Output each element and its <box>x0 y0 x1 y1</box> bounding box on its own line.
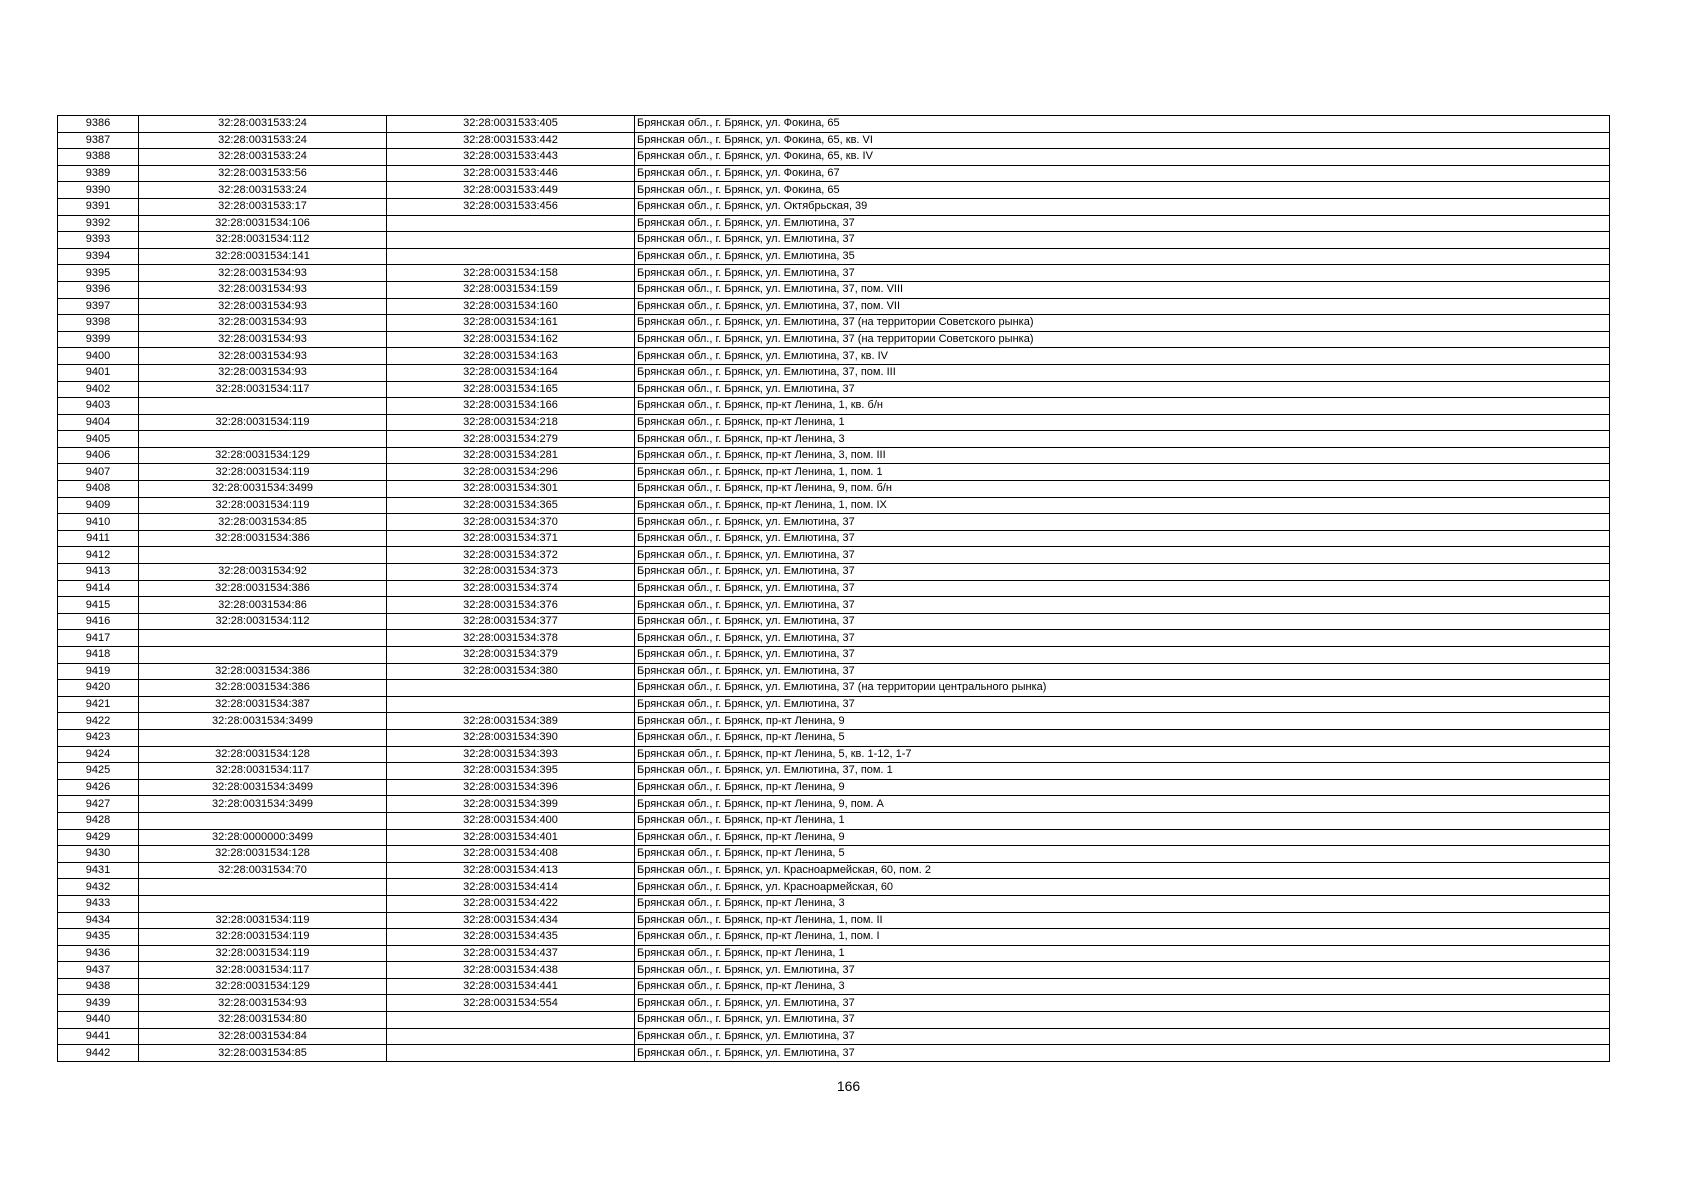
property-registry-table-container <box>57 115 1609 1062</box>
cadastral-number-cell: 32:28:0031534:393 <box>387 746 635 763</box>
address-cell: Брянская обл., г. Брянск, ул. Емлютина, 37 <box>635 1028 1610 1045</box>
address-cell: Брянская обл., г. Брянск, пр-кт Ленина, 9 <box>635 713 1610 730</box>
address-cell: Брянская обл., г. Брянск, пр-кт Ленина, 5 <box>635 729 1610 746</box>
address-cell: Брянская обл., г. Брянск, пр-кт Ленина, 9, пом. б/н <box>635 481 1610 498</box>
row-number-cell: 9424 <box>58 746 139 763</box>
cadastral-number-cell: 32:28:0031534:378 <box>387 630 635 647</box>
address-cell: Брянская обл., г. Брянск, пр-кт Ленина, 1, пом. 1 <box>635 464 1610 481</box>
cadastral-number-cell <box>387 1028 635 1045</box>
table-row <box>58 464 1610 481</box>
parent-cadastral-number-cell: 32:28:0031534:386 <box>139 680 387 697</box>
parent-cadastral-number-cell <box>139 630 387 647</box>
cadastral-number-cell: 32:28:0031533:442 <box>387 132 635 149</box>
row-number-cell: 9428 <box>58 812 139 829</box>
parent-cadastral-number-cell: 32:28:0031534:129 <box>139 978 387 995</box>
row-number-cell: 9437 <box>58 962 139 979</box>
parent-cadastral-number-cell: 32:28:0031534:80 <box>139 1012 387 1029</box>
row-number-cell: 9403 <box>58 398 139 415</box>
cadastral-number-cell: 32:28:0031534:401 <box>387 829 635 846</box>
table-row <box>58 929 1610 946</box>
parent-cadastral-number-cell: 32:28:0031534:84 <box>139 1028 387 1045</box>
table-row <box>58 530 1610 547</box>
row-number-cell: 9386 <box>58 116 139 133</box>
table-row <box>58 1012 1610 1029</box>
address-cell: Брянская обл., г. Брянск, ул. Емлютина, 37 <box>635 564 1610 581</box>
address-cell: Брянская обл., г. Брянск, ул. Емлютина, 37 (на территории Советского рынка) <box>635 331 1610 348</box>
parent-cadastral-number-cell: 32:28:0031534:119 <box>139 912 387 929</box>
table-row <box>58 763 1610 780</box>
cadastral-number-cell: 32:28:0031534:370 <box>387 514 635 531</box>
address-cell: Брянская обл., г. Брянск, пр-кт Ленина, 1, пом. I <box>635 929 1610 946</box>
row-number-cell: 9392 <box>58 215 139 232</box>
cadastral-number-cell: 32:28:0031534:389 <box>387 713 635 730</box>
row-number-cell: 9441 <box>58 1028 139 1045</box>
parent-cadastral-number-cell: 32:28:0031534:119 <box>139 497 387 514</box>
address-cell: Брянская обл., г. Брянск, ул. Емлютина, 37 <box>635 613 1610 630</box>
cadastral-number-cell: 32:28:0031533:456 <box>387 198 635 215</box>
cadastral-number-cell: 32:28:0031534:438 <box>387 962 635 979</box>
address-cell: Брянская обл., г. Брянск, ул. Емлютина, 37, кв. IV <box>635 348 1610 365</box>
table-row <box>58 265 1610 282</box>
table-row <box>58 729 1610 746</box>
row-number-cell: 9435 <box>58 929 139 946</box>
row-number-cell: 9398 <box>58 315 139 332</box>
cadastral-number-cell: 32:28:0031533:449 <box>387 182 635 199</box>
parent-cadastral-number-cell: 32:28:0031534:117 <box>139 962 387 979</box>
parent-cadastral-number-cell: 32:28:0031533:17 <box>139 198 387 215</box>
row-number-cell: 9416 <box>58 613 139 630</box>
address-cell: Брянская обл., г. Брянск, ул. Емлютина, 37 <box>635 1045 1610 1062</box>
address-cell: Брянская обл., г. Брянск, пр-кт Ленина, 1, кв. б/н <box>635 398 1610 415</box>
parent-cadastral-number-cell <box>139 398 387 415</box>
row-number-cell: 9387 <box>58 132 139 149</box>
row-number-cell: 9400 <box>58 348 139 365</box>
row-number-cell: 9417 <box>58 630 139 647</box>
address-cell: Брянская обл., г. Брянск, пр-кт Ленина, 1, пом. IX <box>635 497 1610 514</box>
property-registry-table <box>57 115 1610 1062</box>
parent-cadastral-number-cell: 32:28:0031534:386 <box>139 580 387 597</box>
address-cell: Брянская обл., г. Брянск, ул. Красноармейская, 60, пом. 2 <box>635 862 1610 879</box>
table-row <box>58 232 1610 249</box>
cadastral-number-cell: 32:28:0031534:163 <box>387 348 635 365</box>
table-row <box>58 597 1610 614</box>
cadastral-number-cell: 32:28:0031534:390 <box>387 729 635 746</box>
address-cell: Брянская обл., г. Брянск, ул. Емлютина, 37, пом. III <box>635 364 1610 381</box>
page-number: 166 <box>836 1078 861 1094</box>
table-row <box>58 945 1610 962</box>
address-cell: Брянская обл., г. Брянск, пр-кт Ленина, 1, пом. II <box>635 912 1610 929</box>
address-cell: Брянская обл., г. Брянск, ул. Емлютина, 37 <box>635 962 1610 979</box>
address-cell: Брянская обл., г. Брянск, ул. Емлютина, 37 <box>635 663 1610 680</box>
row-number-cell: 9396 <box>58 281 139 298</box>
row-number-cell: 9418 <box>58 647 139 664</box>
cadastral-number-cell: 32:28:0031534:408 <box>387 846 635 863</box>
row-number-cell: 9414 <box>58 580 139 597</box>
parent-cadastral-number-cell: 32:28:0031534:85 <box>139 1045 387 1062</box>
address-cell: Брянская обл., г. Брянск, ул. Емлютина, 37 <box>635 696 1610 713</box>
row-number-cell: 9430 <box>58 846 139 863</box>
parent-cadastral-number-cell: 32:28:0031534:93 <box>139 281 387 298</box>
parent-cadastral-number-cell: 32:28:0031534:386 <box>139 663 387 680</box>
table-row <box>58 132 1610 149</box>
row-number-cell: 9429 <box>58 829 139 846</box>
row-number-cell: 9405 <box>58 431 139 448</box>
table-row <box>58 398 1610 415</box>
table-row <box>58 116 1610 133</box>
parent-cadastral-number-cell: 32:28:0031534:387 <box>139 696 387 713</box>
row-number-cell: 9391 <box>58 198 139 215</box>
row-number-cell: 9408 <box>58 481 139 498</box>
cadastral-number-cell: 32:28:0031534:413 <box>387 862 635 879</box>
table-row <box>58 1028 1610 1045</box>
cadastral-number-cell: 32:28:0031534:374 <box>387 580 635 597</box>
cadastral-number-cell: 32:28:0031534:371 <box>387 530 635 547</box>
parent-cadastral-number-cell: 32:28:0031534:117 <box>139 763 387 780</box>
row-number-cell: 9440 <box>58 1012 139 1029</box>
address-cell: Брянская обл., г. Брянск, ул. Красноармейская, 60 <box>635 879 1610 896</box>
table-row <box>58 663 1610 680</box>
row-number-cell: 9425 <box>58 763 139 780</box>
table-row <box>58 962 1610 979</box>
row-number-cell: 9426 <box>58 779 139 796</box>
cadastral-number-cell: 32:28:0031533:443 <box>387 149 635 166</box>
parent-cadastral-number-cell: 32:28:0031533:24 <box>139 116 387 133</box>
table-row <box>58 481 1610 498</box>
address-cell: Брянская обл., г. Брянск, ул. Емлютина, 37 <box>635 1012 1610 1029</box>
cadastral-number-cell: 32:28:0031534:396 <box>387 779 635 796</box>
address-cell: Брянская обл., г. Брянск, ул. Фокина, 67 <box>635 165 1610 182</box>
table-row <box>58 431 1610 448</box>
table-row <box>58 812 1610 829</box>
parent-cadastral-number-cell: 32:28:0031534:106 <box>139 215 387 232</box>
parent-cadastral-number-cell: 32:28:0031534:119 <box>139 464 387 481</box>
parent-cadastral-number-cell: 32:28:0031534:93 <box>139 315 387 332</box>
cadastral-number-cell: 32:28:0031534:301 <box>387 481 635 498</box>
cadastral-number-cell: 32:28:0031534:373 <box>387 564 635 581</box>
address-cell: Брянская обл., г. Брянск, ул. Емлютина, 37 <box>635 215 1610 232</box>
parent-cadastral-number-cell: 32:28:0031534:128 <box>139 746 387 763</box>
parent-cadastral-number-cell: 32:28:0031534:3499 <box>139 713 387 730</box>
row-number-cell: 9431 <box>58 862 139 879</box>
parent-cadastral-number-cell: 32:28:0031533:24 <box>139 132 387 149</box>
row-number-cell: 9404 <box>58 414 139 431</box>
cadastral-number-cell: 32:28:0031534:399 <box>387 796 635 813</box>
table-row <box>58 248 1610 265</box>
cadastral-number-cell: 32:28:0031533:446 <box>387 165 635 182</box>
cadastral-number-cell: 32:28:0031534:395 <box>387 763 635 780</box>
table-row <box>58 1045 1610 1062</box>
table-row <box>58 746 1610 763</box>
table-row <box>58 647 1610 664</box>
address-cell: Брянская обл., г. Брянск, пр-кт Ленина, 9, пом. А <box>635 796 1610 813</box>
address-cell: Брянская обл., г. Брянск, пр-кт Ленина, 9 <box>635 779 1610 796</box>
row-number-cell: 9399 <box>58 331 139 348</box>
address-cell: Брянская обл., г. Брянск, пр-кт Ленина, 9 <box>635 829 1610 846</box>
parent-cadastral-number-cell <box>139 547 387 564</box>
address-cell: Брянская обл., г. Брянск, ул. Фокина, 65, кв. VI <box>635 132 1610 149</box>
address-cell: Брянская обл., г. Брянск, ул. Емлютина, 37 <box>635 232 1610 249</box>
parent-cadastral-number-cell <box>139 812 387 829</box>
table-row <box>58 315 1610 332</box>
address-cell: Брянская обл., г. Брянск, пр-кт Ленина, 5 <box>635 846 1610 863</box>
parent-cadastral-number-cell: 32:28:0031534:93 <box>139 298 387 315</box>
parent-cadastral-number-cell: 32:28:0031534:93 <box>139 331 387 348</box>
cadastral-number-cell: 32:28:0031534:281 <box>387 447 635 464</box>
address-cell: Брянская обл., г. Брянск, пр-кт Ленина, 1 <box>635 414 1610 431</box>
table-row <box>58 331 1610 348</box>
cadastral-number-cell: 32:28:0031534:377 <box>387 613 635 630</box>
address-cell: Брянская обл., г. Брянск, ул. Емлютина, 37, пом. 1 <box>635 763 1610 780</box>
parent-cadastral-number-cell <box>139 895 387 912</box>
parent-cadastral-number-cell: 32:28:0031534:112 <box>139 613 387 630</box>
cadastral-number-cell: 32:28:0031534:296 <box>387 464 635 481</box>
row-number-cell: 9434 <box>58 912 139 929</box>
row-number-cell: 9439 <box>58 995 139 1012</box>
table-row <box>58 613 1610 630</box>
parent-cadastral-number-cell <box>139 879 387 896</box>
address-cell: Брянская обл., г. Брянск, ул. Емлютина, 37 <box>635 580 1610 597</box>
parent-cadastral-number-cell: 32:28:0000000:3499 <box>139 829 387 846</box>
address-cell: Брянская обл., г. Брянск, ул. Емлютина, 37 <box>635 995 1610 1012</box>
row-number-cell: 9432 <box>58 879 139 896</box>
parent-cadastral-number-cell: 32:28:0031534:93 <box>139 265 387 282</box>
cadastral-number-cell <box>387 696 635 713</box>
cadastral-number-cell: 32:28:0031534:279 <box>387 431 635 448</box>
parent-cadastral-number-cell <box>139 647 387 664</box>
row-number-cell: 9397 <box>58 298 139 315</box>
table-row <box>58 879 1610 896</box>
table-body <box>58 116 1610 1062</box>
row-number-cell: 9389 <box>58 165 139 182</box>
row-number-cell: 9420 <box>58 680 139 697</box>
row-number-cell: 9411 <box>58 530 139 547</box>
address-cell: Брянская обл., г. Брянск, пр-кт Ленина, 1 <box>635 945 1610 962</box>
cadastral-number-cell <box>387 232 635 249</box>
cadastral-number-cell: 32:28:0031534:376 <box>387 597 635 614</box>
address-cell: Брянская обл., г. Брянск, ул. Фокина, 65, кв. IV <box>635 149 1610 166</box>
row-number-cell: 9407 <box>58 464 139 481</box>
row-number-cell: 9412 <box>58 547 139 564</box>
parent-cadastral-number-cell: 32:28:0031534:119 <box>139 929 387 946</box>
table-row <box>58 796 1610 813</box>
address-cell: Брянская обл., г. Брянск, ул. Емлютина, 37 <box>635 530 1610 547</box>
table-row <box>58 149 1610 166</box>
table-row <box>58 580 1610 597</box>
table-row <box>58 165 1610 182</box>
address-cell: Брянская обл., г. Брянск, пр-кт Ленина, 5, кв. 1-12, 1-7 <box>635 746 1610 763</box>
row-number-cell: 9388 <box>58 149 139 166</box>
table-row <box>58 298 1610 315</box>
address-cell: Брянская обл., г. Брянск, ул. Емлютина, 37, пом. VIII <box>635 281 1610 298</box>
cadastral-number-cell <box>387 680 635 697</box>
row-number-cell: 9410 <box>58 514 139 531</box>
cadastral-number-cell: 32:28:0031534:165 <box>387 381 635 398</box>
table-row <box>58 829 1610 846</box>
cadastral-number-cell: 32:28:0031534:441 <box>387 978 635 995</box>
table-row <box>58 713 1610 730</box>
parent-cadastral-number-cell <box>139 431 387 448</box>
table-row <box>58 978 1610 995</box>
table-row <box>58 547 1610 564</box>
address-cell: Брянская обл., г. Брянск, ул. Емлютина, 37 (на территории центрального рынка) <box>635 680 1610 697</box>
table-row <box>58 696 1610 713</box>
parent-cadastral-number-cell: 32:28:0031533:24 <box>139 182 387 199</box>
row-number-cell: 9402 <box>58 381 139 398</box>
row-number-cell: 9401 <box>58 364 139 381</box>
table-row <box>58 846 1610 863</box>
address-cell: Брянская обл., г. Брянск, пр-кт Ленина, 3 <box>635 431 1610 448</box>
cadastral-number-cell <box>387 1045 635 1062</box>
cadastral-number-cell: 32:28:0031534:400 <box>387 812 635 829</box>
cadastral-number-cell: 32:28:0031534:162 <box>387 331 635 348</box>
row-number-cell: 9442 <box>58 1045 139 1062</box>
row-number-cell: 9419 <box>58 663 139 680</box>
table-row <box>58 381 1610 398</box>
cadastral-number-cell: 32:28:0031534:159 <box>387 281 635 298</box>
cadastral-number-cell: 32:28:0031534:164 <box>387 364 635 381</box>
parent-cadastral-number-cell <box>139 729 387 746</box>
row-number-cell: 9438 <box>58 978 139 995</box>
cadastral-number-cell: 32:28:0031534:161 <box>387 315 635 332</box>
cadastral-number-cell: 32:28:0031534:379 <box>387 647 635 664</box>
parent-cadastral-number-cell: 32:28:0031534:129 <box>139 447 387 464</box>
address-cell: Брянская обл., г. Брянск, ул. Фокина, 65 <box>635 182 1610 199</box>
address-cell: Брянская обл., г. Брянск, ул. Емлютина, 37 <box>635 381 1610 398</box>
cadastral-number-cell: 32:28:0031534:365 <box>387 497 635 514</box>
row-number-cell: 9433 <box>58 895 139 912</box>
table-row <box>58 414 1610 431</box>
parent-cadastral-number-cell: 32:28:0031534:92 <box>139 564 387 581</box>
table-row <box>58 995 1610 1012</box>
table-row <box>58 348 1610 365</box>
address-cell: Брянская обл., г. Брянск, ул. Емлютина, 35 <box>635 248 1610 265</box>
row-number-cell: 9413 <box>58 564 139 581</box>
row-number-cell: 9406 <box>58 447 139 464</box>
parent-cadastral-number-cell: 32:28:0031534:141 <box>139 248 387 265</box>
table-row <box>58 630 1610 647</box>
parent-cadastral-number-cell: 32:28:0031534:3499 <box>139 481 387 498</box>
table-row <box>58 564 1610 581</box>
parent-cadastral-number-cell: 32:28:0031534:93 <box>139 995 387 1012</box>
parent-cadastral-number-cell: 32:28:0031534:93 <box>139 348 387 365</box>
parent-cadastral-number-cell: 32:28:0031534:86 <box>139 597 387 614</box>
table-row <box>58 364 1610 381</box>
address-cell: Брянская обл., г. Брянск, ул. Емлютина, 37 <box>635 514 1610 531</box>
cadastral-number-cell: 32:28:0031534:435 <box>387 929 635 946</box>
table-row <box>58 514 1610 531</box>
parent-cadastral-number-cell: 32:28:0031534:117 <box>139 381 387 398</box>
row-number-cell: 9394 <box>58 248 139 265</box>
address-cell: Брянская обл., г. Брянск, ул. Емлютина, 37 <box>635 265 1610 282</box>
cadastral-number-cell: 32:28:0031534:380 <box>387 663 635 680</box>
parent-cadastral-number-cell: 32:28:0031534:112 <box>139 232 387 249</box>
row-number-cell: 9422 <box>58 713 139 730</box>
row-number-cell: 9427 <box>58 796 139 813</box>
parent-cadastral-number-cell: 32:28:0031533:56 <box>139 165 387 182</box>
address-cell: Брянская обл., г. Брянск, пр-кт Ленина, 3 <box>635 895 1610 912</box>
address-cell: Брянская обл., г. Брянск, ул. Емлютина, 37 <box>635 647 1610 664</box>
cadastral-number-cell <box>387 1012 635 1029</box>
parent-cadastral-number-cell: 32:28:0031534:119 <box>139 945 387 962</box>
row-number-cell: 9409 <box>58 497 139 514</box>
table-row <box>58 779 1610 796</box>
cadastral-number-cell: 32:28:0031534:158 <box>387 265 635 282</box>
table-row <box>58 680 1610 697</box>
parent-cadastral-number-cell: 32:28:0031534:386 <box>139 530 387 547</box>
cadastral-number-cell: 32:28:0031533:405 <box>387 116 635 133</box>
row-number-cell: 9421 <box>58 696 139 713</box>
parent-cadastral-number-cell: 32:28:0031534:85 <box>139 514 387 531</box>
parent-cadastral-number-cell: 32:28:0031534:70 <box>139 862 387 879</box>
address-cell: Брянская обл., г. Брянск, пр-кт Ленина, 3 <box>635 978 1610 995</box>
address-cell: Брянская обл., г. Брянск, пр-кт Ленина, 1 <box>635 812 1610 829</box>
cadastral-number-cell: 32:28:0031534:414 <box>387 879 635 896</box>
table-row <box>58 497 1610 514</box>
table-row <box>58 198 1610 215</box>
row-number-cell: 9393 <box>58 232 139 249</box>
parent-cadastral-number-cell: 32:28:0031534:3499 <box>139 796 387 813</box>
address-cell: Брянская обл., г. Брянск, ул. Емлютина, 37, пом. VII <box>635 298 1610 315</box>
cadastral-number-cell: 32:28:0031534:218 <box>387 414 635 431</box>
cadastral-number-cell: 32:28:0031534:422 <box>387 895 635 912</box>
address-cell: Брянская обл., г. Брянск, ул. Емлютина, 37 <box>635 547 1610 564</box>
row-number-cell: 9423 <box>58 729 139 746</box>
cadastral-number-cell: 32:28:0031534:166 <box>387 398 635 415</box>
parent-cadastral-number-cell: 32:28:0031534:93 <box>139 364 387 381</box>
parent-cadastral-number-cell: 32:28:0031533:24 <box>139 149 387 166</box>
cadastral-number-cell <box>387 215 635 232</box>
cadastral-number-cell: 32:28:0031534:160 <box>387 298 635 315</box>
table-row <box>58 215 1610 232</box>
cadastral-number-cell: 32:28:0031534:437 <box>387 945 635 962</box>
cadastral-number-cell: 32:28:0031534:372 <box>387 547 635 564</box>
table-row <box>58 182 1610 199</box>
table-row <box>58 447 1610 464</box>
address-cell: Брянская обл., г. Брянск, ул. Емлютина, 37 <box>635 630 1610 647</box>
parent-cadastral-number-cell: 32:28:0031534:3499 <box>139 779 387 796</box>
table-row <box>58 895 1610 912</box>
address-cell: Брянская обл., г. Брянск, пр-кт Ленина, 3, пом. III <box>635 447 1610 464</box>
parent-cadastral-number-cell: 32:28:0031534:119 <box>139 414 387 431</box>
cadastral-number-cell <box>387 248 635 265</box>
row-number-cell: 9415 <box>58 597 139 614</box>
row-number-cell: 9395 <box>58 265 139 282</box>
table-row <box>58 912 1610 929</box>
row-number-cell: 9390 <box>58 182 139 199</box>
row-number-cell: 9436 <box>58 945 139 962</box>
address-cell: Брянская обл., г. Брянск, ул. Емлютина, 37 (на территории Советского рынка) <box>635 315 1610 332</box>
table-row <box>58 862 1610 879</box>
address-cell: Брянская обл., г. Брянск, ул. Фокина, 65 <box>635 116 1610 133</box>
cadastral-number-cell: 32:28:0031534:434 <box>387 912 635 929</box>
table-row <box>58 281 1610 298</box>
parent-cadastral-number-cell: 32:28:0031534:128 <box>139 846 387 863</box>
address-cell: Брянская обл., г. Брянск, ул. Емлютина, 37 <box>635 597 1610 614</box>
address-cell: Брянская обл., г. Брянск, ул. Октябрьская, 39 <box>635 198 1610 215</box>
cadastral-number-cell: 32:28:0031534:554 <box>387 995 635 1012</box>
